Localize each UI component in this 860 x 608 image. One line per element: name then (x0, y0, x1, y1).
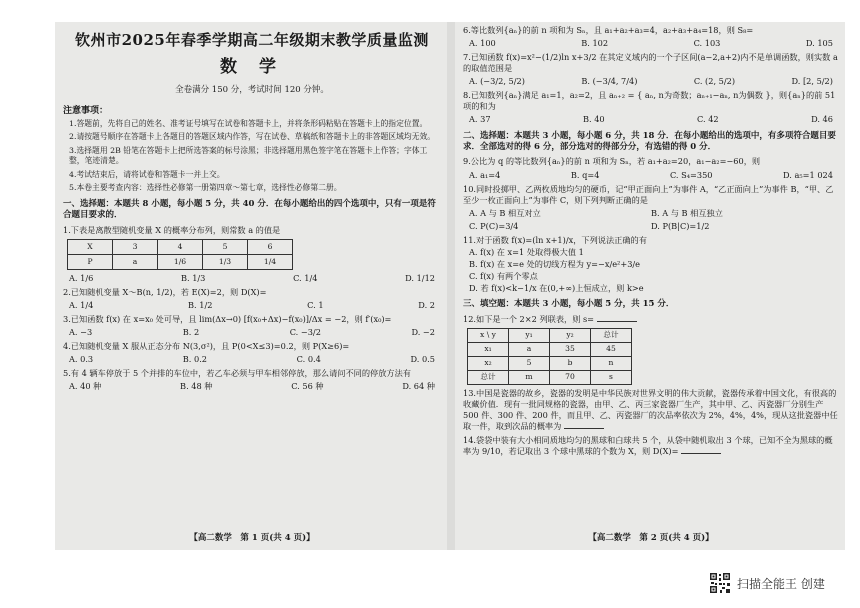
exam-sheet (55, 22, 845, 550)
notice-item: 2.请按题号顺序在答题卡上各题目的答题区域内作答，写在试卷、草稿纸和答题卡上的非答题区域均无效。 (69, 132, 436, 142)
option: D. 若 f(x)<k−1/x 在(0,+∞)上恒成立，则 k>e (469, 283, 644, 294)
table-cell: 35 (550, 342, 591, 356)
question-2: 2.已知随机变量 X～B(n, 1/2)，若 E(X)=2，则 D(X)= (63, 286, 267, 297)
option: A. a₁=4 (469, 169, 501, 180)
option: B. 1/2 (188, 300, 213, 311)
option: C. 1/4 (293, 272, 318, 283)
q12-contingency-table (467, 328, 632, 385)
option: D. −2 (411, 327, 435, 338)
table-cell: 6 (248, 239, 293, 254)
exam-title: 钦州市2025年春季学期高二年级期末教学质量监测 (75, 31, 429, 49)
table-cell: 1/4 (248, 254, 293, 269)
notice-item: 4.考试结束后，请将试卷和答题卡一并上交。 (69, 169, 225, 179)
section-heading-3: 三、填空题：本题共 3 小题，每小题 5 分，共 15 分． (463, 299, 675, 310)
option: C. P(C)=3/4 (469, 220, 519, 231)
question-3: 3.已知函数 f(x) 在 x=x₀ 处可导，且 lim(Δx→0) [f(x₀+Δx)−f(x₀)]/Δx = −2，则 f′(x₀)= (63, 314, 392, 325)
table-cell: 1/3 (203, 254, 248, 269)
section-heading-1: 一、选择题：本题共 8 小题，每小题 5 分，共 40 分．在每小题给出的四个选项中，只有一项是符合题目要求的． (63, 198, 436, 221)
option: A. 40 种 (69, 381, 102, 392)
table-cell: X (68, 239, 113, 254)
question-4: 4.已知随机变量 X 服从正态分布 N(3,σ²)，且 P(0<X≤3)=0.2，则 P(X≥6)= (63, 341, 350, 352)
question-11: 11.对于函数 f(x)=(ln x+1)/x，下列说法正确的有 (463, 234, 647, 245)
option: B. 2 (182, 327, 200, 338)
notice-item: 5.本卷主要考查内容：选择性必修第一册第四章～第七章，选择性必修第二册。 (69, 183, 342, 193)
option: C. 0.4 (296, 354, 321, 365)
table-cell: a (113, 254, 158, 269)
option: B. 102 (581, 38, 609, 49)
option: B. A 与 B 相互独立 (651, 207, 723, 218)
table-cell: y₂ (550, 328, 591, 342)
table-cell: 5 (203, 239, 248, 254)
option: B. f(x) 在 x=e 处的切线方程为 y=−x/e²+3/e (469, 258, 641, 269)
qr-code-icon (709, 572, 731, 594)
option: D. 46 (811, 114, 833, 125)
table-cell: b (550, 356, 591, 370)
option: A. (−3/2, 5/2) (469, 76, 525, 87)
question-14 (463, 435, 839, 457)
option: D. 1/12 (405, 272, 435, 283)
table-cell: 3 (113, 239, 158, 254)
table-cell: 总计 (591, 328, 632, 342)
table-cell: x₁ (468, 342, 509, 356)
table-cell: 5 (509, 356, 550, 370)
subject-heading: 数 学 (220, 57, 284, 78)
table-cell: n (591, 356, 632, 370)
table-cell: a (509, 342, 550, 356)
table-cell: s (591, 370, 632, 384)
question-13 (463, 388, 839, 432)
q1-options (69, 273, 435, 284)
table-cell: m (509, 370, 550, 384)
option: A. −3 (69, 327, 93, 338)
option: D. [2, 5/2) (791, 76, 833, 87)
question-7: 7.已知函数 f(x)=x²−(1/2)ln x+3/2 在其定义域内的一个子区间(a−2,a+2)内不是单调函数，则实数 a 的取值范围是 (463, 52, 838, 74)
option: D. 0.5 (410, 354, 435, 365)
table-cell: 总计 (468, 370, 509, 384)
notice-item: 1.答题前，先将自己的姓名、准考证号填写在试卷和答题卡上，并将条形码粘贴在答题卡上的指定位置。 (69, 118, 428, 128)
option: B. q=4 (570, 169, 600, 180)
question-text: 14.袋袋中装有大小相同质地均匀的黑球和白球共 5 个，从袋中随机取出 3 个球，已知不全为黑球的概率为 9/10，若记取出 3 个球中黑球的个数为 X，则 D(X)= (463, 434, 833, 456)
table-cell: 4 (158, 239, 203, 254)
q8-options (469, 114, 833, 125)
section-heading-2: 二、选择题：本题共 3 小题，每小题 6 分，共 18 分．在每小题给出的选项中，有多项符合题目要求．全部选对的得 6 分，部分选对的得部分分，有选错的得 0 分． (463, 130, 836, 152)
option: A. 1/4 (69, 300, 94, 311)
watermark-text: 扫描全能王 创建 (737, 576, 825, 591)
scanner-watermark (709, 572, 825, 594)
question-8: 8.已知数列{aₙ}满足 a₁=1，a₂=2，且 aₙ₊₂ = { aₙ, n为奇数；aₙ₊₁−aₙ, n为偶数 }，则{aₙ}的前 51 项的和为 (463, 90, 836, 112)
table-cell: 1/6 (158, 254, 203, 269)
notice-item: 3.选择题用 2B 铅笔在答题卡上把所选答案的标号涂黑；非选择题用黑色签字笔在答题卡上作答；字体工整，笔迹清楚。 (69, 145, 428, 166)
option: D. 2 (418, 300, 435, 311)
question-text: 12.如下是一个 2×2 列联表，则 s= (463, 313, 595, 324)
option: A. 100 (469, 38, 496, 49)
page-1 (63, 22, 441, 550)
q1-distribution-table (67, 239, 293, 270)
question-text: 13.中国是瓷器的故乡，瓷器的发明是中华民族对世界文明的伟大贡献，瓷器传承着中国文化，有很高的收藏价值．现有一批同规格的瓷器，由甲、乙、丙三家瓷器厂生产，其中甲、乙、丙瓷器厂分别生产 500 件、300 件、200 件，而且甲、乙、丙瓷器厂的次品率依次为 2%，4%，4%，现从这批瓷器中任取一件，取到次品的概率为 (463, 387, 838, 431)
table-cell: y₁ (509, 328, 550, 342)
score-line: 全卷满分 150 分，考试时间 120 分钟。 (175, 85, 329, 96)
question-9: 9.公比为 q 的等比数列{aₙ}的前 n 项和为 Sₙ，若 a₁+a₂=20，a₁−a₂=−60，则 (463, 156, 761, 167)
notice-heading: 注意事项： (63, 105, 109, 116)
answer-blank (564, 428, 604, 429)
page-fold (447, 22, 455, 550)
q5-options (69, 381, 435, 392)
option: D. P(B|C)=1/2 (651, 220, 710, 231)
table-cell: P (68, 254, 113, 269)
option: B. 48 种 (180, 381, 213, 392)
q4-options (69, 354, 435, 365)
option: B. 0.2 (182, 354, 208, 365)
page-footer: 【高二数学 第 1 页(共 4 页)】 (189, 532, 315, 543)
option: D. 64 种 (402, 381, 435, 392)
option: C. 56 种 (291, 381, 324, 392)
page-footer: 【高二数学 第 2 页(共 4 页)】 (588, 532, 714, 543)
q10-options (469, 208, 833, 232)
option: C. f(x) 有两个零点 (469, 271, 538, 281)
question-10: 10.同时投掷甲、乙两枚质地均匀的硬币，记“甲正面向上”为事件 A，“乙正面向上”为事件 B，“甲、乙至少一枚正面向上”为事件 C，则下列判断正确的是 (463, 183, 834, 205)
option: C. 103 (693, 38, 721, 49)
q9-options (469, 170, 833, 181)
option: D. a₅=1 024 (783, 169, 833, 180)
option: B. (−3/4, 7/4) (581, 76, 638, 87)
option: A. A 与 B 相互对立 (469, 207, 541, 218)
option: A. f(x) 在 x=1 处取得极大值 1 (469, 246, 584, 257)
option: B. 1/3 (180, 272, 206, 283)
table-cell: x₂ (468, 356, 509, 370)
answer-blank (681, 453, 721, 454)
option: C. (2, 5/2) (693, 76, 736, 87)
table-cell: x \ y (468, 328, 509, 342)
option: C. −3/2 (289, 327, 321, 338)
option: A. 1/6 (69, 272, 94, 283)
question-6: 6.等比数列{aₙ}的前 n 项和为 Sₙ，且 a₁+a₂+a₃=4，a₂+a₃+a₄=18，则 S₈= (463, 25, 754, 35)
q2-options (69, 300, 435, 311)
option: C. S₄=350 (669, 169, 713, 180)
page-2 (463, 22, 839, 550)
option: D. 105 (805, 38, 833, 49)
table-cell: 45 (591, 342, 632, 356)
q3-options (69, 327, 435, 338)
table-cell: 70 (550, 370, 591, 384)
option: C. 42 (697, 114, 719, 125)
question-12 (463, 314, 839, 325)
question-5: 5.有 4 辆车停放于 5 个并排的车位中，若乙车必须与甲车相邻停放，那么请问不同的停放方法有 (63, 368, 411, 379)
q7-options (469, 76, 833, 87)
q6-options (469, 38, 833, 49)
answer-blank (597, 321, 637, 322)
option: B. 40 (582, 114, 605, 125)
option: A. 37 (469, 114, 491, 125)
option: C. 1 (307, 300, 324, 311)
question-1: 1.下表是离散型随机变量 X 的概率分布列，则常数 a 的值是 (63, 224, 281, 235)
option: A. 0.3 (69, 354, 94, 365)
